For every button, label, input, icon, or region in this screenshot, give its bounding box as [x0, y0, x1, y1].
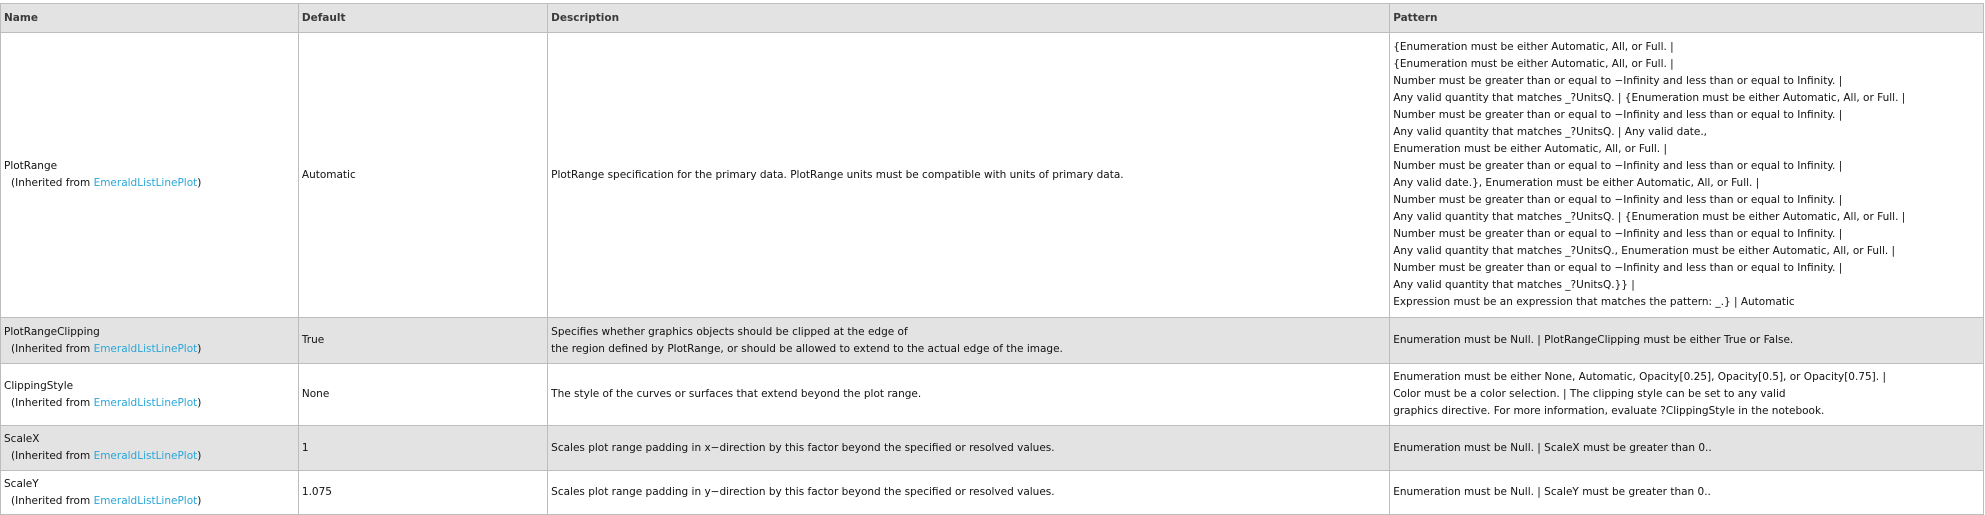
description-line: Specifies whether graphics objects should be clipped at the edge of [551, 325, 908, 338]
header-description: Description [548, 4, 1390, 33]
pattern-line: Number must be greater than or equal to −Infinity and less than or equal to Infinity. | [1393, 194, 1843, 206]
inherited-suffix: ) [197, 396, 202, 409]
description-cell [548, 318, 1390, 364]
pattern-line: Enumeration must be Null. | ScaleX must be greater than 0.. [1393, 441, 1712, 454]
pattern-cell [1390, 318, 1984, 364]
pattern-line: Any valid quantity that matches _?UnitsQ. | {Enumeration must be either Automatic, All, or Full. | [1393, 211, 1906, 223]
default-value: True [298, 318, 547, 364]
description-line: PlotRange specification for the primary data. PlotRange units must be compatible with units of primary data. [551, 168, 1124, 181]
pattern-line: Any valid quantity that matches _?UnitsQ., Enumeration must be either Automatic, All, or Full. | [1393, 245, 1896, 257]
option-name: ScaleX [4, 433, 40, 445]
inherited-note [4, 448, 295, 465]
option-name: PlotRange [4, 160, 58, 172]
inherited-prefix: (Inherited from [11, 396, 94, 409]
table-row [1, 471, 1984, 515]
option-name: ScaleY [4, 477, 39, 490]
pattern-line: Color must be a color selection. | The clipping style can be set to any valid [1393, 388, 1786, 400]
description-cell [548, 33, 1390, 318]
pattern-cell [1390, 426, 1984, 471]
inherited-prefix: (Inherited from [11, 450, 94, 462]
inherited-prefix: (Inherited from [11, 494, 94, 507]
description-cell [548, 471, 1390, 515]
inherited-note [4, 493, 295, 510]
description-line: the region defined by PlotRange, or should be allowed to extend to the actual edge of the image. [551, 342, 1063, 355]
inherited-link[interactable]: EmeraldListLinePlot [93, 494, 198, 507]
pattern-line: Enumeration must be Null. | PlotRangeClipping must be either True or False. [1393, 334, 1794, 346]
pattern-line: {Enumeration must be either Automatic, All, or Full. | [1393, 58, 1674, 70]
header-row [1, 4, 1984, 33]
pattern-line: {Enumeration must be either Automatic, All, or Full. | [1393, 41, 1674, 53]
option-name-cell [1, 426, 299, 471]
inherited-suffix: ) [197, 494, 202, 507]
description-cell [548, 426, 1390, 471]
table-row [1, 33, 1984, 318]
pattern-line: Number must be greater than or equal to −Infinity and less than or equal to Infinity. | [1393, 75, 1843, 87]
option-name-cell [1, 471, 299, 515]
pattern-line: Any valid quantity that matches _?UnitsQ. | Any valid date., [1393, 126, 1708, 138]
pattern-line: Any valid quantity that matches _?UnitsQ. | {Enumeration must be either Automatic, All, or Full. | [1393, 92, 1906, 104]
table-row [1, 318, 1984, 364]
pattern-cell [1390, 471, 1984, 515]
inherited-note [4, 395, 295, 412]
pattern-line: Enumeration must be either None, Automatic, Opacity[0.25], Opacity[0.5], or Opacity[0.75]. | [1393, 371, 1886, 383]
pattern-line: Expression must be an expression that matches the pattern: _.} | Automatic [1393, 296, 1795, 308]
pattern-line: Any valid date.}, Enumeration must be either Automatic, All, or Full. | [1393, 177, 1760, 189]
inherited-prefix: (Inherited from [11, 177, 94, 189]
option-name-cell [1, 364, 299, 426]
option-name: PlotRangeClipping [4, 325, 100, 338]
inherited-prefix: (Inherited from [11, 342, 94, 355]
description-line: Scales plot range padding in y−direction by this factor beyond the specified or resolved values. [551, 486, 1055, 498]
inherited-note [4, 175, 295, 192]
inherited-link[interactable]: EmeraldListLinePlot [93, 450, 198, 462]
option-name-cell [1, 33, 299, 318]
inherited-link[interactable]: EmeraldListLinePlot [93, 396, 198, 409]
pattern-line: Number must be greater than or equal to −Infinity and less than or equal to Infinity. | [1393, 228, 1843, 240]
header-default: Default [298, 4, 547, 33]
default-value: Automatic [298, 33, 547, 318]
table-row [1, 426, 1984, 471]
option-name-cell [1, 318, 299, 364]
pattern-line: Enumeration must be Null. | ScaleY must be greater than 0.. [1393, 486, 1711, 498]
inherited-link[interactable]: EmeraldListLinePlot [93, 177, 198, 189]
header-pattern: Pattern [1390, 4, 1984, 33]
inherited-link[interactable]: EmeraldListLinePlot [93, 342, 198, 355]
pattern-line: Number must be greater than or equal to −Infinity and less than or equal to Infinity. | [1393, 160, 1843, 172]
pattern-line: Number must be greater than or equal to −Infinity and less than or equal to Infinity. | [1393, 262, 1843, 274]
pattern-line: graphics directive. For more information, evaluate ?ClippingStyle in the notebook. [1393, 405, 1825, 417]
default-value: 1 [298, 426, 547, 471]
inherited-suffix: ) [197, 450, 202, 462]
inherited-suffix: ) [197, 177, 202, 189]
inherited-note [4, 341, 295, 358]
pattern-line: Any valid quantity that matches _?UnitsQ.}} | [1393, 279, 1635, 291]
default-value: None [298, 364, 547, 426]
pattern-line: Number must be greater than or equal to −Infinity and less than or equal to Infinity. | [1393, 109, 1843, 121]
inherited-suffix: ) [197, 342, 202, 355]
description-line: The style of the curves or surfaces that extend beyond the plot range. [551, 388, 922, 400]
options-table [0, 3, 1984, 515]
option-name: ClippingStyle [4, 379, 74, 392]
pattern-line: Enumeration must be either Automatic, All, or Full. | [1393, 143, 1668, 155]
header-name: Name [1, 4, 299, 33]
description-line: Scales plot range padding in x−direction by this factor beyond the specified or resolved values. [551, 441, 1055, 454]
pattern-cell [1390, 364, 1984, 426]
pattern-cell [1390, 33, 1984, 318]
default-value: 1.075 [298, 471, 547, 515]
table-row [1, 364, 1984, 426]
description-cell [548, 364, 1390, 426]
